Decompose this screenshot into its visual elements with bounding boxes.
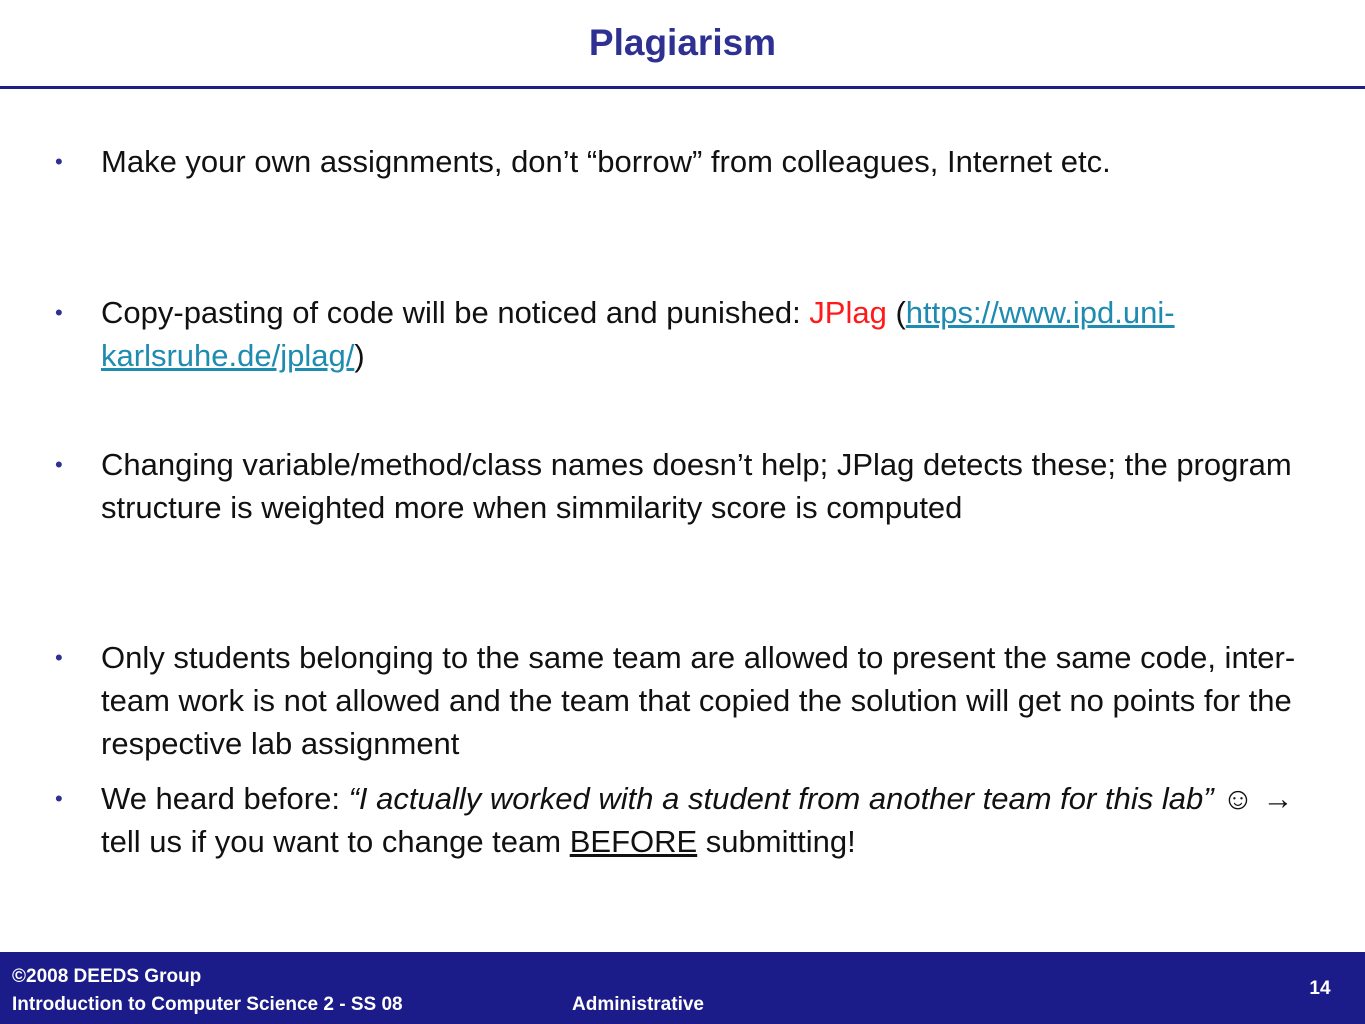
smiley-arrow-icon: ☺ →: [1213, 781, 1294, 816]
footer-bar: [0, 952, 1365, 1024]
student-quote: “I actually worked with a student from another team for this lab”: [348, 781, 1214, 816]
bullet-icon: •: [55, 786, 63, 811]
bullet-text-paren-open: (: [886, 295, 906, 330]
bullet-text-instruction: tell us if you want to change team: [101, 824, 570, 859]
bullet-item-renaming: [55, 443, 1311, 529]
slide-title: Plagiarism: [588, 22, 777, 63]
bullet-text: We heard before:: [101, 781, 349, 816]
footer-section: Administrative: [572, 994, 704, 1015]
bullet-text: Make your own assignments, don’t “borrow” from colleagues, Internet etc.: [101, 144, 1111, 179]
bullet-text: Copy-pasting of code will be noticed and punished:: [101, 295, 810, 330]
bullet-text: Changing variable/method/class names doesn’t help; JPlag detects these; the program structure is weighted more when simmilarity score is computed: [101, 447, 1292, 525]
bullet-text-end: submitting!: [697, 824, 856, 859]
bullet-icon: •: [55, 300, 63, 325]
bullet-item-change-team: [55, 777, 1311, 863]
bullet-item-own-work: [55, 140, 1311, 183]
bullet-text-paren-close: ): [354, 338, 365, 373]
bullet-icon: •: [55, 149, 63, 174]
footer-course: Introduction to Computer Science 2 - SS 08: [12, 994, 403, 1015]
jplag-highlight: JPlag: [809, 295, 887, 330]
before-emphasis: BEFORE: [569, 824, 698, 859]
bullet-icon: •: [55, 645, 63, 670]
bullet-item-team-rules: [55, 636, 1311, 765]
bullet-text: Only students belonging to the same team are allowed to present the same code, inter-team work is not allowed and the team that copied the solution will get no points for the respective lab assignment: [101, 640, 1296, 761]
page-number: 14: [1309, 978, 1331, 999]
jplag-link[interactable]: https://www.ipd.uni-karlsruhe.de/jplag/: [101, 295, 1175, 373]
footer-copyright: ©2008 DEEDS Group: [12, 966, 202, 987]
bullet-icon: •: [55, 452, 63, 477]
bullet-item-copy-pasting: [55, 291, 1311, 377]
